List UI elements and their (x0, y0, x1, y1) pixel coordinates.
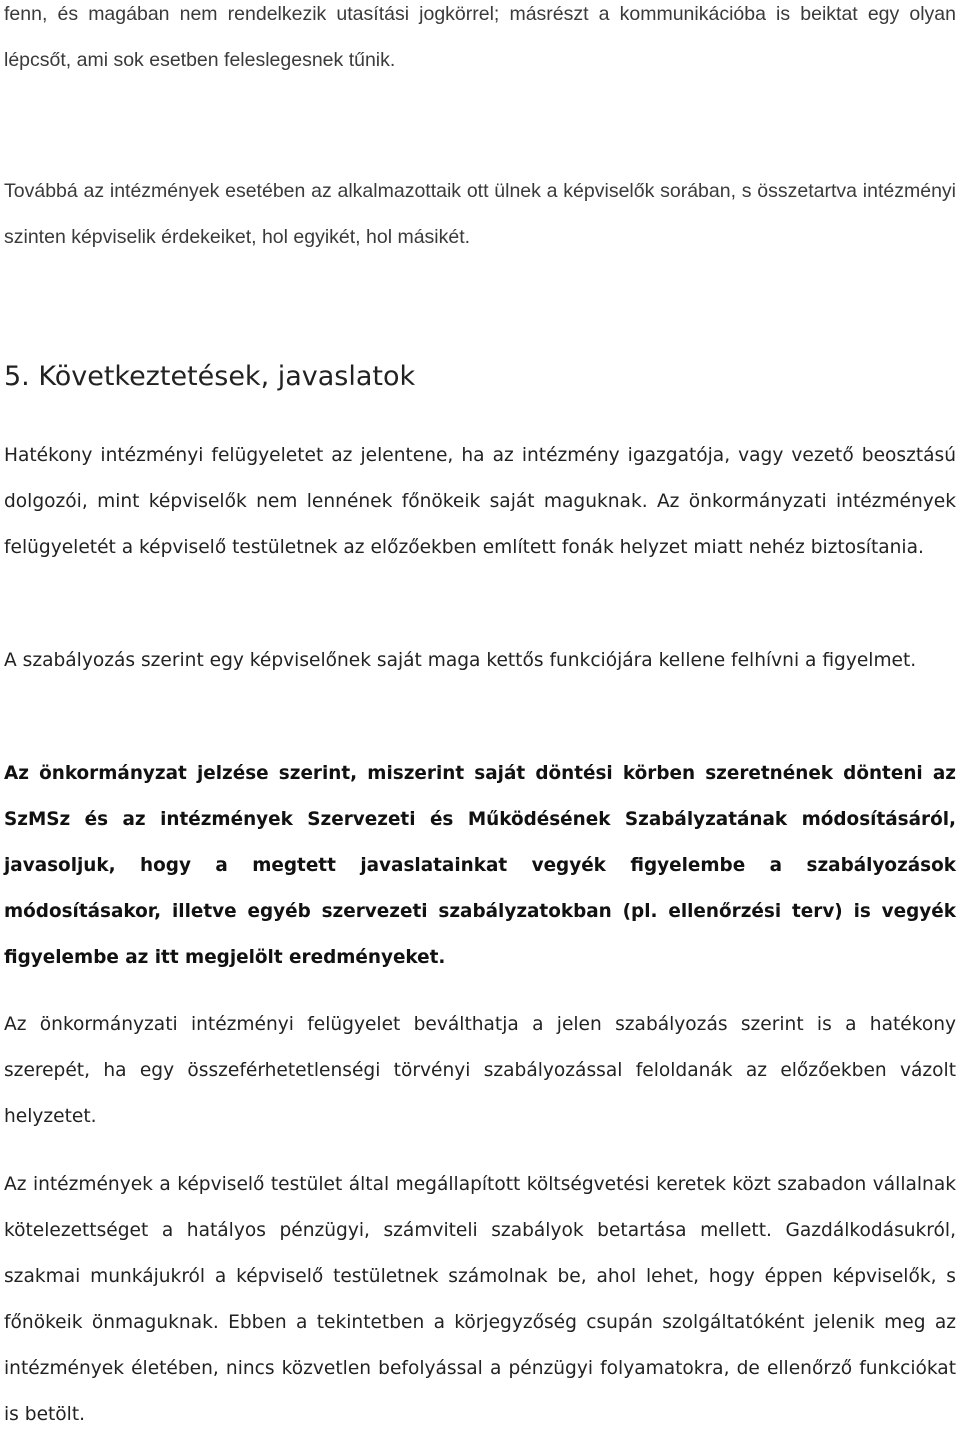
section-heading-conclusions: 5. Következtetések, javaslatok (4, 361, 416, 392)
paragraph-intro-continuation: fenn, és magában nem rendelkezik utasítási jogkörrel; másrészt a kommunikációba is beiktat egy olyan lépcsőt, ami sok esetben feleslegesnek tűnik. (4, 3, 956, 71)
paragraph-regulation-dual-function: A szabályozás szerint egy képviselőnek saját maga kettős funkciójára kellene felhívni a figyelmet. (4, 650, 917, 671)
paragraph-recommendation-bold: Az önkormányzat jelzése szerint, miszerint saját döntési körben szeretnének dönteni az SzMSz és az intézmények Szervezeti és Működésének Szabályzatának módosításáról, javasoljuk, hogy a megtett javaslatainkat vegyék figyelembe a szabályozások módosításakor, illetve egyéb szervezeti szabályzatokban (pl. ellenőrzési terv) is vegyék figyelembe az itt megjelölt eredményeket. (4, 763, 956, 968)
paragraph-institution-budget: Az intézmények a képviselő testület által megállapított költségvetési keretek közt szabadon vállalnak kötelezettséget a hatályos pénzügyi, számviteli szabályok betartása mellett. Gazdálkodásukról, szakmai munkájukról a képviselő testületnek számolnak be, ahol lehet, hogy éppen képviselők, s főnökeik önmaguknak. Ebben a tekintetben a körjegyzőség csupán szolgáltatóként jelenik meg az intézmények életében, nincs közvetlen befolyással a pénzügyi folyamatokra, de ellenőrző funkciókat is betölt. (4, 1174, 956, 1425)
paragraph-effective-supervision: Hatékony intézményi felügyeletet az jelentene, ha az intézmény igazgatója, vagy vezető beosztású dolgozói, mint képviselők nem lennének főnökeik saját maguknak. Az önkormányzati intézmények felügyeletét a képviselő testületnek az előzőekben említett fonák helyzet miatt nehéz biztosítania. (4, 445, 956, 558)
paragraph-conflict-of-interest: Az önkormányzati intézményi felügyelet beválthatja a jelen szabályozás szerint is a hatékony szerepét, ha egy összeférhetetlenségi törvényi szabályozással feloldanák az előzőekben vázolt helyzetet. (4, 1014, 956, 1127)
paragraph-employees-representatives: Továbbá az intézmények esetében az alkalmazottaik ott ülnek a képviselők sorában, s összetartva intézményi szinten képviselik érdekeiket, hol egyikét, hol másikét. (4, 180, 956, 248)
